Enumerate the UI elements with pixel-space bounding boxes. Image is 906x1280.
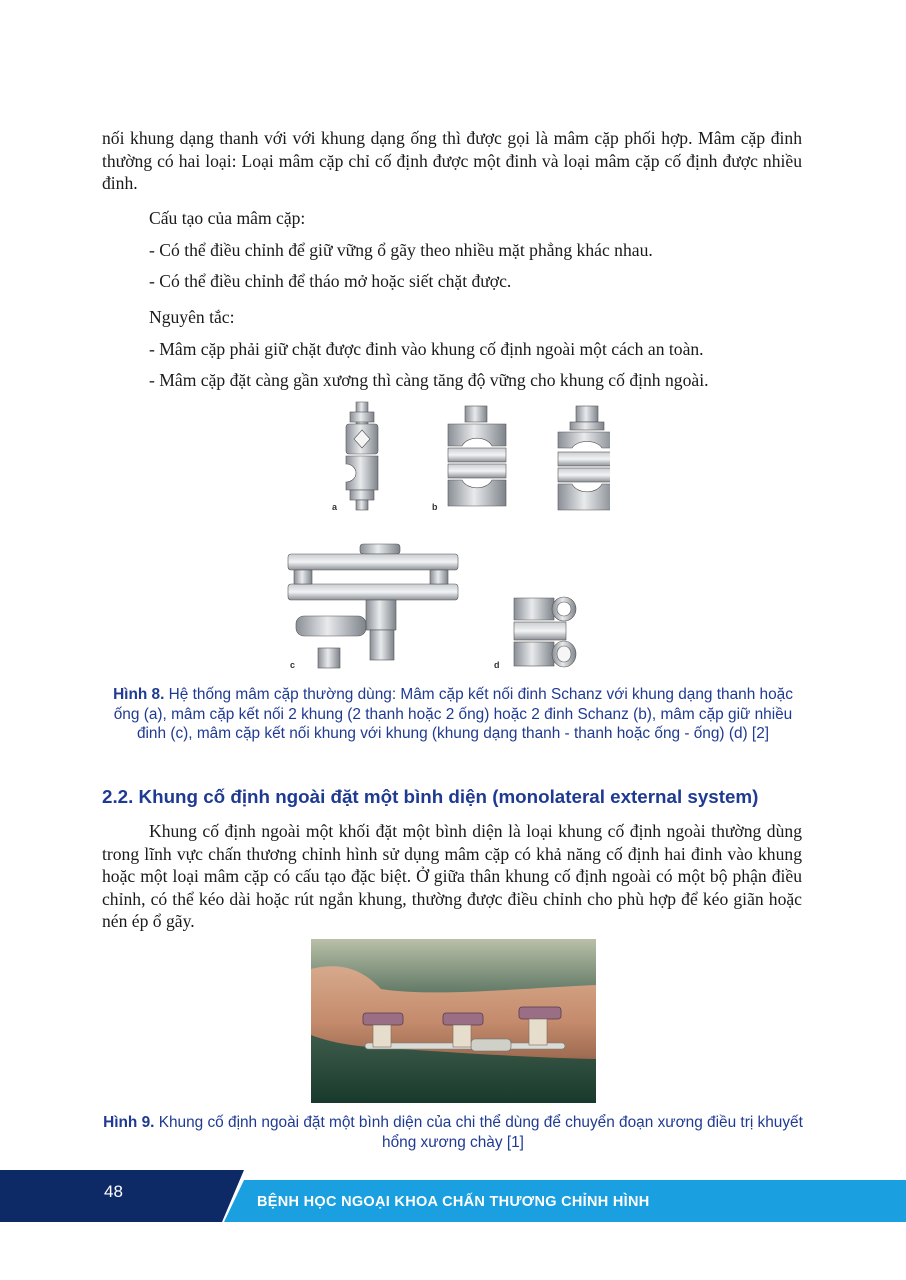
figure9-caption-label: Hình 9. <box>103 1114 155 1131</box>
clamp-d <box>514 597 576 667</box>
figure8-label-c: c <box>290 660 296 670</box>
section-heading: 2.2. Khung cố định ngoài đặt một bình diện (monolateral external system) <box>102 786 759 807</box>
page-number: 48 <box>104 1182 123 1201</box>
structure-item-2: - Có thể điều chỉnh để tháo mở hoặc siết chặt được. <box>149 271 512 291</box>
clamp-a <box>346 402 378 510</box>
principle-item-2: - Mâm cặp đặt càng gần xương thì càng tăng độ vững cho khung cố định ngoài. <box>149 370 709 390</box>
structure-item-1: - Có thể điều chỉnh để giữ vững ổ gãy theo nhiều mặt phẳng khác nhau. <box>149 240 653 260</box>
clamp-b <box>448 406 506 506</box>
figure8-label-b: b <box>432 502 438 512</box>
figure8-caption-label: Hình 8. <box>113 686 165 703</box>
figure8-label-a: a <box>332 502 338 512</box>
intro-paragraph: nối khung dạng thanh với với khung dạng ống thì được gọi là mâm cặp phối hợp. Mâm cặp đinh thường có hai loại: Loại mâm cặp chỉ cố định được một đinh và loại mâm cặp cố định được nhiều đinh. <box>102 128 802 193</box>
figure8-caption-text: Hệ thống mâm cặp thường dùng: Mâm cặp kết nối đinh Schanz với khung dạng thanh hoặc ống (a), mâm cặp kết nối 2 khung (2 thanh hoặc 2 ống) hoặc 2 đinh Schanz (b), mâm cặp giữ nhiều đinh (c), mâm cặp kết nối khung với khung (khung dạng thanh - thanh hoặc ống - ống) (d) [2] <box>113 686 793 742</box>
section-paragraph: Khung cố định ngoài một khối đặt một bình diện là loại khung cố định ngoài thường dùng trong lĩnh vực chấn thương chỉnh hình sử dụng mâm cặp có khả năng cố định hai đinh vào khung hoặc một loại mâm cặp có cấu tạo đặc biệt. Ở giữa thân khung cố định ngoài có một bộ phận điều chỉnh, có thể kéo dài hoặc rút ngắn khung, thường được điều chỉnh cho phù hợp để kéo giãn hoặc nén ép ổ gãy. <box>102 821 802 931</box>
book-title: BỆNH HỌC NGOẠI KHOA CHẤN THƯƠNG CHỈNH HÌNH <box>257 1194 650 1210</box>
figure9-caption <box>100 1113 806 1152</box>
figure8-label-d: d <box>494 660 500 670</box>
figure8-caption <box>100 685 806 744</box>
principle-title: Nguyên tắc: <box>149 307 235 327</box>
principle-item-1: - Mâm cặp phải giữ chặt được đinh vào khung cố định ngoài một cách an toàn. <box>149 339 704 359</box>
figure9-photo <box>311 939 596 1103</box>
figure8-illustration <box>280 398 610 680</box>
figure9-caption-text: Khung cố định ngoài đặt một bình diện của chi thể dùng để chuyển đoạn xương điều trị khuyết hổng xương chày [1] <box>158 1114 803 1151</box>
structure-title: Cấu tạo của mâm cặp: <box>149 208 306 228</box>
clamp-c <box>288 544 458 668</box>
clamp-multi-pin <box>558 406 610 510</box>
